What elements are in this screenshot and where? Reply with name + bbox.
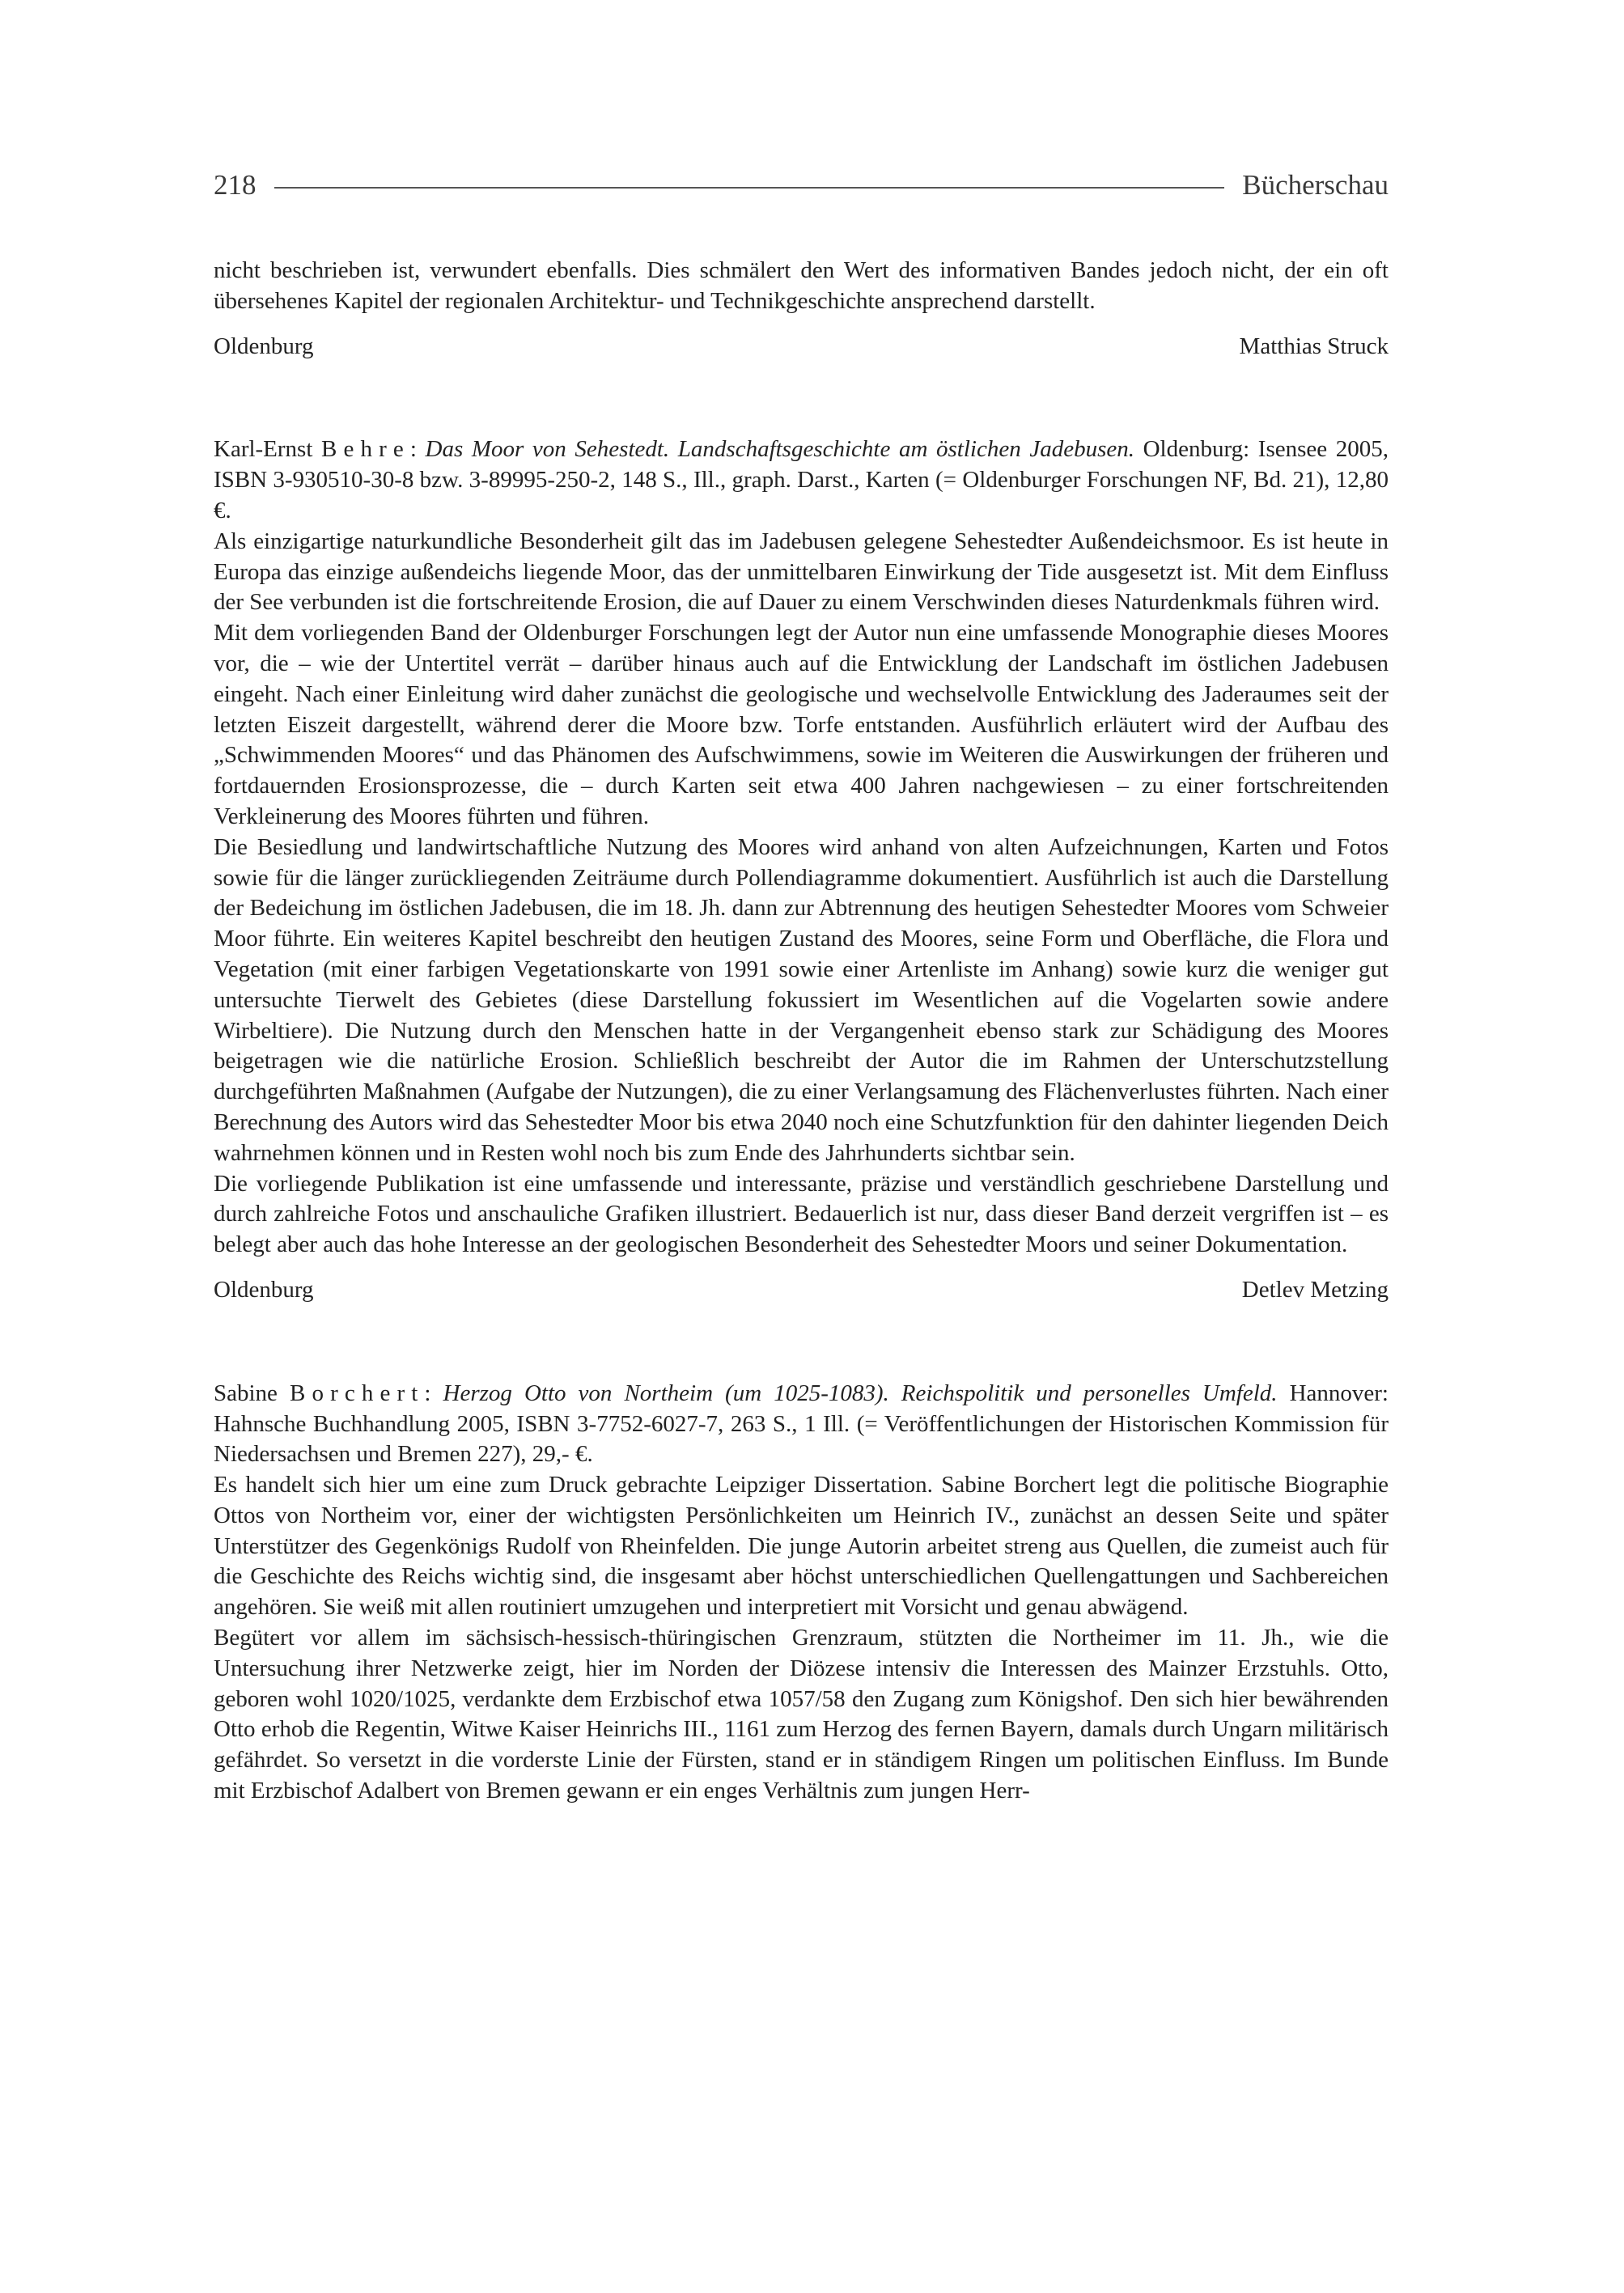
review-continuation-text: nicht beschrieben ist, verwundert ebenfalls. Dies schmälert den Wert des informativen Bandes jedoch nicht, der ein oft übersehenes Kapitel der regionalen Architektur- und Technikgeschichte ansprechend darstellt. bbox=[214, 257, 1389, 314]
page-number: 218 bbox=[214, 169, 257, 201]
author-last-name: Borchert bbox=[289, 1380, 425, 1406]
review-paragraph: Die Besiedlung und landwirtschaftliche Nutzung des Moores wird anhand von alten Aufzeichnungen, Karten und Fotos sowie für die länger zurückliegenden Zeiträume durch Pollendiagramme dokumentiert. Ausführlich ist auch die Darstellung der Bedeichung im östlichen Jadebusen, die im 18. Jh. dann zur Abtrennung des heutigen Sehestedter Moores vom Schweier Moor führte. Ein weiteres Kapitel beschreibt den heutigen Zustand des Moores, seine Form und Oberfläche, die Flora und Vegetation (mit einer farbigen Vegetationskarte von 1991 sowie einer Artenliste im Anhang) sowie kurz die weniger gut untersuchte Tierwelt des Gebietes (diese Darstellung fokussiert im Wesentlichen auf die Vogelarten sowie andere Wirbeltiere). Die Nutzung durch den Menschen hatte in der Vergangenheit ebenso stark zur Schädigung des Moores beigetragen wie die natürliche Erosion. Schließlich beschreibt der Autor die im Rahmen der Unterschutzstellung durchgeführten Maßnahmen (Aufgabe der Nutzungen), die zu einer Verlangsamung des Flächenverlustes führten. Nach einer Berechnung des Autors wird das Sehestedter Moor bis etwa 2040 noch eine Schutzfunktion für den dahinter liegenden Deich wahrnehmen können und in Resten wohl noch bis zum Ende des Jahrhunderts sichtbar sein. bbox=[214, 833, 1389, 1166]
publication-info: Hannover: Hahnsche Buchhandlung 2005, ISBN 3-7752-6027-7, 263 S., 1 Ill. (= Veröffentlichungen der Historischen Kommission für Niedersachsen und Bremen 227), 29,- €. bbox=[214, 1380, 1389, 1468]
author-first-name: Karl-Ernst bbox=[214, 436, 322, 463]
review-signature bbox=[214, 332, 1389, 362]
review-paragraph: Die vorliegende Publikation ist eine umfassende und interessante, präzise und verständlich geschriebene Darstellung und durch zahlreiche Fotos und anschauliche Grafiken illustriert. Bedauerlich ist nur, dass dieser Band derzeit vergriffen ist – es belegt aber auch das hohe Interesse an der geologischen Besonderheit des Sehestedter Moors und seiner Dokumentation. bbox=[214, 1170, 1389, 1258]
section-gap bbox=[214, 362, 1389, 434]
review-paragraph: Es handelt sich hier um eine zum Druck gebrachte Leipziger Dissertation. Sabine Borchert legt die politische Biographie Ottos von Northeim vor, einer der wichtigsten Persönlichkeiten um Heinrich IV., zunächst an dessen Seite und später Unterstützer des Gegenkönigs Rudolf von Rheinfelden. Die junge Autorin arbeitet streng aus Quellen, die zumeist auch für die Geschichte des Reichs wichtig sind, die insgesamt aber höchst unterschiedlichen Quellengattungen und Sachbereichen angehören. Sie weiß mit allen routiniert umzugehen und interpretiert mit Vorsicht und genau abwägend. bbox=[214, 1472, 1389, 1621]
bibliographic-entry bbox=[214, 1379, 1389, 1470]
reviewer-name: Matthias Struck bbox=[1239, 333, 1389, 359]
review-paragraph: Mit dem vorliegenden Band der Oldenburger Forschungen legt der Autor nun eine umfassende Monographie dieses Moores vor, die – wie der Untertitel verrät – darüber hinaus auch auf die Entwicklung der Landschaft im östlichen Jadebusen eingeht. Nach einer Einleitung wird daher zunächst die geologische und wechselvolle Entwicklung des Jaderaumes seit der letzten Eiszeit dargestellt, während derer die Moore bzw. Torfe entstanden. Ausführlich erläutert wird der Aufbau des „Schwimmenden Moores“ und das Phänomen des Aufschwimmens, sowie im Weiteren die Auswirkungen der früheren und fortdauernden Erosionsprozesse, die – durch Karten seit etwa 400 Jahren nachgewiesen – zu einer fortschreitenden Verkleinerung des Moores führten und führen. bbox=[214, 620, 1389, 829]
publication-info: Oldenburg: Isensee 2005, ISBN 3-930510-30-8 bzw. 3-89995-250-2, 148 S., Ill., graph. Darst., Karten (= Oldenburger Forschungen NF, Bd. 21), 12,80 €. bbox=[214, 436, 1389, 523]
section-title: Bücherschau bbox=[1242, 169, 1389, 201]
book-title: Das Moor von Sehestedt. Landschaftsgeschichte am östlichen Jadebusen. bbox=[425, 436, 1134, 463]
reviewer-name: Detlev Metzing bbox=[1241, 1276, 1389, 1303]
author-first-name: Sabine bbox=[214, 1380, 290, 1406]
book-review-page bbox=[214, 162, 1389, 1807]
bibliographic-entry bbox=[214, 434, 1389, 526]
review-paragraph: Begütert vor allem im sächsisch-hessisch-thüringischen Grenzraum, stützten die Northeimer im 11. Jh., wie die Untersuchung ihrer Netzwerke zeigt, hier im Norden der Diözese intensiv die Interessen des Mainzer Erzstuhls. Otto, geboren wohl 1020/1025, verdankte dem Erzbischof etwa 1057/58 den Zugang zum Königshof. Den sich hier bewährenden Otto erhob die Regentin, Witwe Kaiser Heinrichs III., 1161 zum Herzog des fernen Bayern, damals durch Ungarn militärisch gefährdet. So versetzt in die vorderste Linie der Fürsten, stand er in ständigem Ringen um politischen Einfluss. Im Bunde mit Erzbischof Adalbert von Bremen gewann er ein enges Verhältnis zum jungen Herr- bbox=[214, 1625, 1389, 1804]
review-paragraph: Als einzigartige naturkundliche Besonderheit gilt das im Jadebusen gelegene Sehestedter Außendeichsmoor. Es ist heute in Europa das einzige außendeichs liegende Moor, das der unmittelbaren Einwirkung der Tide ausgesetzt ist. Mit dem Einfluss der See verbunden ist die fortschreitende Erosion, die auf Dauer zu einem Verschwinden dieses Naturdenkmals führen wird. bbox=[214, 528, 1389, 616]
running-header bbox=[214, 162, 1389, 209]
header-rule bbox=[274, 187, 1225, 189]
author-colon: : bbox=[424, 1380, 443, 1406]
section-gap bbox=[214, 1306, 1389, 1379]
review-place: Oldenburg bbox=[214, 333, 314, 359]
author-last-name: Behre bbox=[321, 436, 410, 463]
author-colon: : bbox=[409, 436, 426, 463]
review-signature bbox=[214, 1275, 1389, 1306]
review-place: Oldenburg bbox=[214, 1276, 314, 1303]
book-title: Herzog Otto von Northeim (um 1025-1083). Reichspolitik und personelles Umfeld. bbox=[443, 1380, 1278, 1406]
